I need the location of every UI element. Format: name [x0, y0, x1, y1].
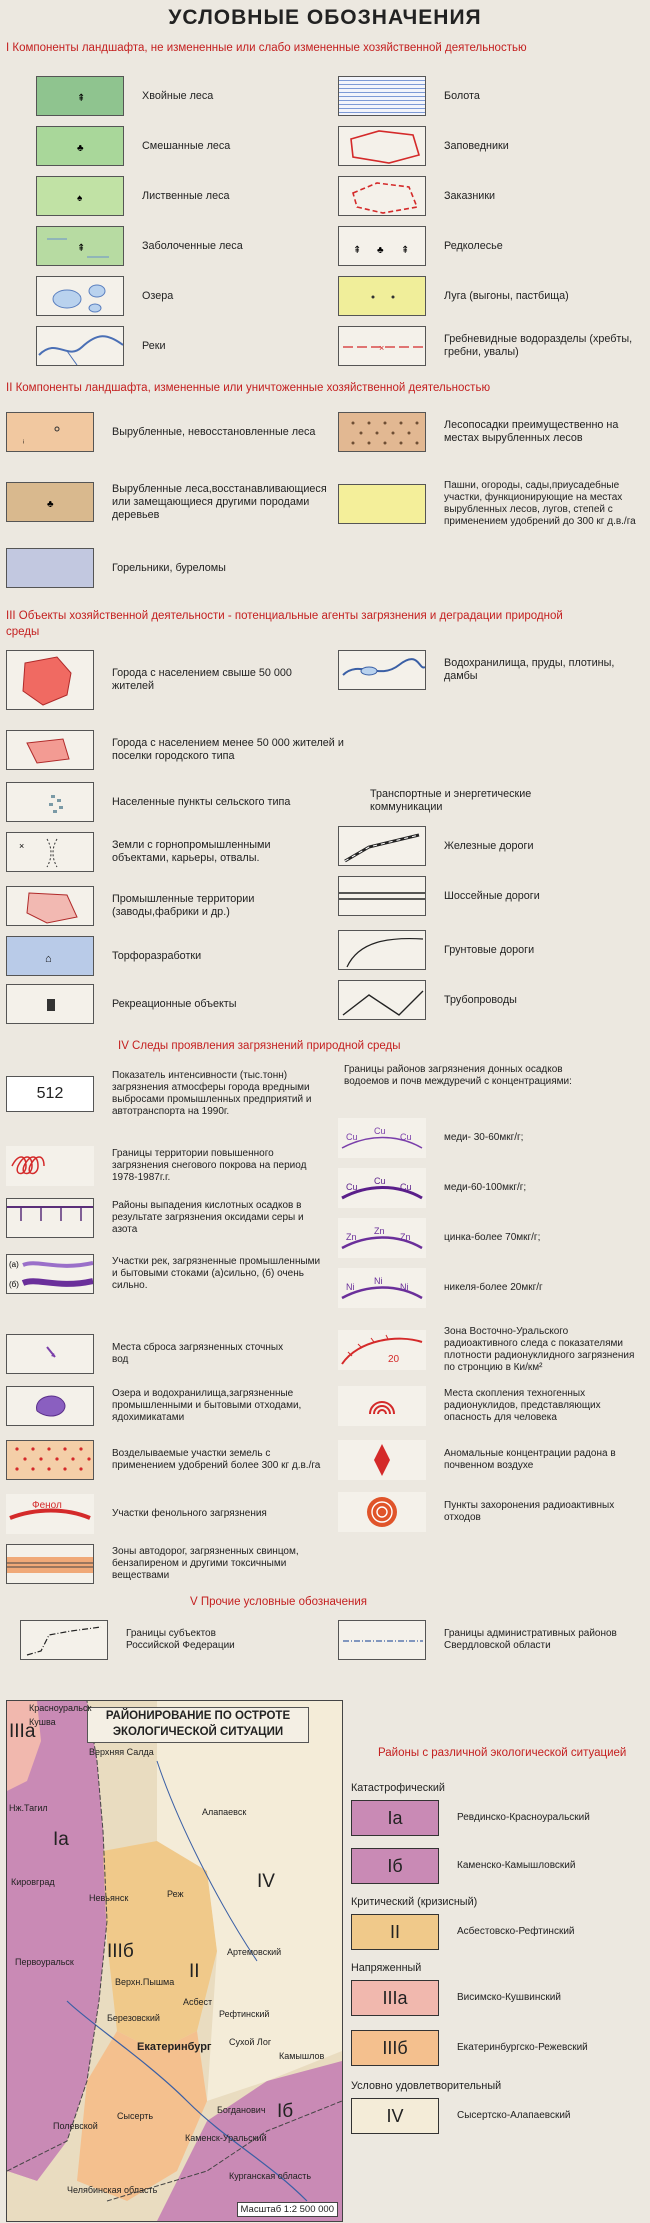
- svg-text:Zn: Zn: [346, 1232, 357, 1242]
- legend-label: Пашни, огороды, сады,приусадебные участки, функционирующие на местах вырубленных лесов, лугов, степей с применением удобрений до 300 кг д.в./га: [444, 480, 636, 527]
- legend-deciduous: [36, 176, 229, 216]
- legend-label: Места сброса загрязненных сточных вод: [112, 1342, 284, 1365]
- logged-swatch: [6, 412, 94, 452]
- svg-text:⇞: ⇞: [77, 243, 86, 254]
- map-place: Невьянск: [89, 1893, 129, 1903]
- svg-text:×: ×: [379, 343, 385, 353]
- map-zone-label: IIIа: [9, 1721, 36, 1742]
- legend-pipelines: [338, 980, 517, 1020]
- region-code: IIIб: [351, 2030, 439, 2066]
- map-place: Алапаевск: [202, 1807, 247, 1817]
- svg-text:×: ×: [19, 841, 25, 851]
- region-iv: [351, 2098, 571, 2134]
- legend-label: цинка-более 70мкг/г;: [444, 1232, 541, 1243]
- legend-mining: [6, 832, 312, 872]
- recreation-swatch: [6, 984, 94, 1024]
- legend-label: Промышленные территории (заводы,фабрики и др.): [112, 893, 255, 918]
- legend-reservoirs: [338, 650, 634, 690]
- svg-text:⌂: ⌂: [45, 953, 52, 965]
- peat-swatch: [6, 936, 94, 976]
- map-place: Челябинская область: [67, 2185, 158, 2195]
- region-iiia: [351, 1980, 561, 2016]
- legend-ridges: [338, 326, 644, 366]
- legend-sparse-forest: [338, 226, 503, 266]
- legend-label: Лесопосадки преимущественно на местах вырубленных лесов: [444, 419, 619, 444]
- small-cities-swatch: [6, 730, 94, 770]
- legend-label: Возделываемые участки земель с применением удобрений более 300 кг д.в./га: [112, 1448, 321, 1471]
- legend-bogs: [338, 76, 480, 116]
- legend-farmland: [338, 480, 650, 528]
- legend-rural: [6, 782, 290, 822]
- map-place: Сухой Лог: [229, 2037, 272, 2047]
- legend-swampy-forest: [36, 226, 243, 266]
- legend-label: Редколесье: [444, 239, 503, 252]
- legend-label: Показатель интенсивности (тыс.тонн) загрязнения атмосферы города вредными выбросами промышленных предприятий и автотранспорта на 1990г.: [112, 1070, 312, 1117]
- region-ib: [351, 1848, 575, 1884]
- legend-label: Города с населением менее 50 000 жителей и поселки городского типа: [112, 737, 344, 762]
- legend-label: Хвойные леса: [142, 89, 214, 102]
- map-zone-label: Iа: [53, 1829, 69, 1850]
- bogs-swatch: [338, 76, 426, 116]
- region-code: Iа: [351, 1800, 439, 1836]
- map-place: Рефтинский: [219, 2009, 270, 2019]
- legend-label: Заболоченные леса: [142, 239, 243, 252]
- mining-swatch: [6, 832, 94, 872]
- legend-peat: [6, 936, 201, 976]
- legend-waste-burial: [338, 1492, 644, 1532]
- sewage-discharge-swatch: [6, 1334, 94, 1374]
- deciduous-swatch: [36, 176, 124, 216]
- fertilized-swatch: [6, 1440, 94, 1480]
- legend-sewage-discharge: [6, 1334, 292, 1374]
- map-title: РАЙОНИРОВАНИЕ ПО ОСТРОТЕ ЭКОЛОГИЧЕСКОЙ СИТУАЦИИ: [87, 1707, 309, 1743]
- radon-swatch: [338, 1440, 426, 1480]
- svg-text:Ni: Ni: [374, 1276, 383, 1286]
- legend-radionuclides: [338, 1386, 644, 1426]
- legend-cu-60-100: [338, 1168, 526, 1208]
- rivers-swatch: [36, 326, 124, 366]
- legend-label: Железные дороги: [444, 839, 534, 852]
- zn-swatch: [338, 1218, 426, 1258]
- legend-snow-pollution: [6, 1146, 322, 1186]
- legend-label: меди- 30-60мкг/г;: [444, 1132, 524, 1143]
- cu-30-60-swatch: [338, 1118, 426, 1158]
- svg-text:♣: ♣: [77, 143, 84, 154]
- legend-reserves: [338, 126, 509, 166]
- legend-road-zones: [6, 1544, 322, 1584]
- legend-ni: [338, 1268, 543, 1308]
- section-4-heading: IV Следы проявления загрязнений природной среды: [118, 1040, 401, 1052]
- legend-label: Луга (выгоны, пастбища): [444, 289, 569, 302]
- map-zone-label: Iб: [277, 2101, 294, 2122]
- legend-logged: [6, 412, 315, 452]
- region-code: Iб: [351, 1848, 439, 1884]
- svg-text:(а): (а): [9, 1260, 19, 1269]
- region-code: IV: [351, 2098, 439, 2134]
- legend-radon: [338, 1440, 644, 1480]
- ridges-swatch: [338, 326, 426, 366]
- legend-meadows: [338, 276, 569, 316]
- legend-coniferous: [36, 76, 213, 116]
- legend-recreation: [6, 984, 237, 1024]
- legend-label: Трубопроводы: [444, 993, 517, 1006]
- reservoirs-swatch: [338, 650, 426, 690]
- plantations-swatch: [338, 412, 426, 452]
- legend-rivers: [36, 326, 166, 366]
- legend-label: Заказники: [444, 189, 496, 202]
- legend-label: Границы административных районов Свердловской области: [444, 1628, 617, 1651]
- map-place: Полевской: [53, 2121, 98, 2131]
- dirt-roads-swatch: [338, 930, 426, 970]
- region-name: Висимско-Кушвинский: [457, 1992, 561, 2003]
- legend-label: Озера и водохранилища,загрязненные промышленными и бытовыми отходами, ядохимикатами: [112, 1388, 302, 1423]
- logged-recovering-swatch: [6, 482, 94, 522]
- section-3-heading: III Объекты хозяйственной деятельности - потенциальные агенты загрязнения и деградации природной среды: [6, 610, 563, 638]
- map-place: Верхняя Салда: [89, 1747, 154, 1757]
- svg-text:Ni: Ni: [400, 1282, 409, 1292]
- coniferous-swatch: [36, 76, 124, 116]
- legend-radioactive-trace: [338, 1326, 644, 1374]
- map-zone-label: II: [189, 1961, 200, 1982]
- railways-swatch: [338, 826, 426, 866]
- legend-label: Болота: [444, 89, 480, 102]
- legend-industrial: [6, 886, 282, 926]
- federal-borders-swatch: [20, 1620, 108, 1660]
- svg-text:20: 20: [388, 1354, 400, 1365]
- region-name: Каменско-Камышловский: [457, 1860, 576, 1871]
- legend-label: Участки рек, загрязненные промышленными и бытовыми стоками (а)сильно, (б) очень сильно.: [112, 1256, 321, 1291]
- legend-label: Вырубленные леса,восстанавливающиеся или замещающиеся другими породами деревьев: [112, 482, 327, 521]
- legend-polluted-rivers: [6, 1254, 322, 1294]
- sparse-forest-swatch: [338, 226, 426, 266]
- legend-label: Места скопления техногенных радионуклидов, представляющих опасность для человека: [444, 1388, 601, 1423]
- svg-text:Cu: Cu: [374, 1126, 386, 1136]
- legend-label: Зоны автодорог, загрязненных свинцом, бензапиреном и другими токсичными веществами: [112, 1546, 299, 1581]
- svg-text:(б): (б): [9, 1280, 19, 1289]
- legend-label: Зона Восточно-Уральского радиоактивного следа с показателями плотности радионуклидного загрязнения по стронцию в Ки/км²: [444, 1326, 635, 1373]
- svg-text:Ni: Ni: [346, 1282, 355, 1292]
- legend-label: Аномальные концентрации радона в почвенном воздухе: [444, 1448, 616, 1471]
- phenol-swatch: [6, 1494, 94, 1534]
- svg-text:♣: ♣: [47, 499, 54, 510]
- map-place: Каменск-Уральский: [185, 2133, 267, 2143]
- legend-burnt: [6, 548, 226, 588]
- acid-rain-swatch: [6, 1198, 94, 1238]
- highways-swatch: [338, 876, 426, 916]
- legend-label: Торфоразработки: [112, 949, 202, 962]
- legend-acid-rain: [6, 1198, 322, 1238]
- radioactive-trace-swatch: [338, 1330, 426, 1370]
- regions-group-name: Напряженный: [351, 1962, 422, 1974]
- legend-label: Земли с горнопромышленными объектами, карьеры, отвалы.: [112, 839, 271, 864]
- swampy-forest-swatch: [36, 226, 124, 266]
- legend-label: Горельники, буреломы: [112, 561, 226, 574]
- map-place: Нж.Тагил: [9, 1803, 48, 1813]
- svg-text:Cu: Cu: [374, 1176, 386, 1186]
- map-place: Артемовский: [227, 1947, 282, 1957]
- pipelines-swatch: [338, 980, 426, 1020]
- svg-text:♠: ♠: [77, 193, 83, 204]
- legend-title: УСЛОВНЫЕ ОБОЗНАЧЕНИЯ: [168, 6, 482, 29]
- map-place: Сысерть: [117, 2111, 154, 2121]
- legend-label: Границы субъектов Российской Федерации: [126, 1628, 235, 1651]
- large-cities-swatch: [6, 650, 94, 710]
- legend-cu-30-60: [338, 1118, 523, 1158]
- district-borders-swatch: [338, 1620, 426, 1660]
- legend-plantations: [338, 412, 644, 452]
- map-place: Первоуральск: [15, 1957, 74, 1967]
- legend-label: Районы выпадения кислотных осадков в результате загрязнения оксидами серы и азота: [112, 1200, 304, 1235]
- svg-text:Cu: Cu: [400, 1132, 412, 1142]
- dots-pattern: [339, 413, 426, 452]
- legend-label: Пункты захоронения радиоактивных отходов: [444, 1500, 615, 1523]
- legend-label: Гребневидные водоразделы (хребты, гребни, увалы): [444, 333, 633, 358]
- svg-text:Zn: Zn: [374, 1226, 385, 1236]
- region-ia: [351, 1800, 590, 1836]
- legend-label: Города с населением свыше 50 000 жителей: [112, 667, 292, 692]
- section-1-heading: I Компоненты ландшафта, не измененные или слабо измененные хозяйственной деятельностью: [6, 42, 527, 54]
- zakazniki-swatch: [338, 176, 426, 216]
- legend-dirt-roads: [338, 930, 534, 970]
- svg-text:Cu: Cu: [400, 1182, 412, 1192]
- map-zone-label: IV: [257, 1871, 275, 1892]
- waste-burial-swatch: [338, 1492, 426, 1532]
- legend-federal-borders: [20, 1620, 266, 1660]
- region-code: II: [351, 1914, 439, 1950]
- region-iiib: [351, 2030, 588, 2066]
- map-place: Камышлов: [279, 2051, 325, 2061]
- legend-mixed: [36, 126, 230, 166]
- legend-label: Реки: [142, 339, 166, 352]
- rural-swatch: [6, 782, 94, 822]
- region-name: Асбестовско-Рефтинский: [457, 1926, 575, 1937]
- section-5-heading: V Прочие условные обозначения: [190, 1596, 368, 1608]
- legend-label: Лиственные леса: [142, 189, 230, 202]
- phenol-label: Фенол: [32, 1500, 62, 1511]
- map-place: Березовский: [107, 2013, 160, 2023]
- burnt-swatch: [6, 548, 94, 588]
- legend-lakes: [36, 276, 173, 316]
- radionuclides-swatch: [338, 1386, 426, 1426]
- farmland-swatch: [338, 484, 426, 524]
- map-place: Богданович: [217, 2105, 266, 2115]
- legend-zn: [338, 1218, 540, 1258]
- sediment-heading: Границы районов загрязнения донных осадков водоемов и почв междуречий с концентрациями:: [344, 1064, 572, 1087]
- polluted-lakes-swatch: [6, 1386, 94, 1426]
- regions-heading: Районы с различной экологической ситуацией: [378, 1747, 627, 1759]
- polluted-rivers-swatch: [6, 1254, 94, 1294]
- legend-railways: [338, 826, 534, 866]
- map-place: Верхн.Пышма: [115, 1977, 175, 1987]
- map-place: Екатеринбург: [137, 2041, 212, 2053]
- legend-zakazniki: [338, 176, 495, 216]
- legend-label: Границы территории повышенного загрязнения снегового покрова на период 1978-1987г.г.: [112, 1148, 307, 1183]
- regions-group-name: Критический (кризисный): [351, 1896, 478, 1908]
- map-zone-label: IIIб: [107, 1941, 134, 1962]
- legend-label: Заповедники: [444, 139, 509, 152]
- svg-text:Cu: Cu: [346, 1132, 358, 1142]
- svg-text:⇞: ⇞: [401, 245, 410, 256]
- cu-60-100-swatch: [338, 1168, 426, 1208]
- industrial-swatch: [6, 886, 94, 926]
- legend-label: Водохранилища, пруды, плотины, дамбы: [444, 657, 615, 682]
- legend-district-borders: [338, 1620, 644, 1660]
- svg-text:ᵢ: ᵢ: [23, 436, 25, 445]
- zoning-map: [6, 1700, 343, 2222]
- legend-label: меди-60-100мкг/г;: [444, 1182, 527, 1193]
- legend-highways: [338, 876, 540, 916]
- legend-label: Рекреационные объекты: [112, 997, 237, 1010]
- legend-label: Грунтовые дороги: [444, 943, 535, 956]
- map-place: Курганская область: [229, 2171, 312, 2181]
- region-name: Сысертско-Алапаевский: [457, 2110, 571, 2121]
- legend-emission-index: [6, 1070, 332, 1118]
- legend-large-cities: [6, 650, 302, 710]
- legend-label: Озера: [142, 289, 174, 302]
- transport-heading: Транспортные и энергетические коммуникации: [370, 788, 532, 813]
- region-code: IIIа: [351, 1980, 439, 2016]
- legend-label: Смешанные леса: [142, 139, 231, 152]
- ni-swatch: [338, 1268, 426, 1308]
- reserves-swatch: [338, 126, 426, 166]
- map-place: Кировград: [11, 1877, 55, 1887]
- regions-group-name: Катастрофический: [351, 1782, 445, 1794]
- legend-polluted-lakes: [6, 1386, 322, 1426]
- legend-label: Населенные пункты сельского типа: [112, 795, 291, 808]
- map-place: Асбест: [183, 1997, 213, 2007]
- svg-text:Cu: Cu: [346, 1182, 358, 1192]
- svg-text:Zn: Zn: [400, 1232, 411, 1242]
- legend-small-cities: [6, 730, 352, 770]
- region-name: Ревдинско-Красноуральский: [457, 1812, 590, 1823]
- mixed-swatch: [36, 126, 124, 166]
- legend-label: Шоссейные дороги: [444, 889, 540, 902]
- lakes-swatch: [36, 276, 124, 316]
- emission-index-box: 512: [6, 1076, 94, 1112]
- meadows-swatch: [338, 276, 426, 316]
- region-ii: [351, 1914, 575, 1950]
- legend-label: Вырубленные, невосстановленные леса: [112, 425, 316, 438]
- svg-text:⇞: ⇞: [353, 245, 362, 256]
- map-place: Реж: [167, 1889, 184, 1899]
- map-place: Красноуральск: [29, 1703, 92, 1713]
- svg-text:⇞: ⇞: [77, 93, 86, 104]
- region-name: Екатеринбургско-Режевский: [457, 2042, 588, 2053]
- legend-logged-recovering: [6, 482, 342, 522]
- legend-label: никеля-более 20мкг/г: [444, 1282, 543, 1293]
- legend-phenol: [6, 1494, 267, 1534]
- svg-text:♣: ♣: [377, 245, 384, 256]
- regions-group-name: Условно удовлетворительный: [351, 2080, 502, 2092]
- road-zones-swatch: [6, 1544, 94, 1584]
- section-2-heading: II Компоненты ландшафта, измененные или уничтоженные хозяйственной деятельностью: [6, 382, 491, 394]
- map-place: Кушва: [29, 1717, 56, 1727]
- snow-pollution-swatch: [6, 1146, 94, 1186]
- legend-fertilized: [6, 1440, 322, 1480]
- legend-label: Участки фенольного загрязнения: [112, 1508, 267, 1519]
- map-scale: Масштаб 1:2 500 000: [237, 2202, 338, 2217]
